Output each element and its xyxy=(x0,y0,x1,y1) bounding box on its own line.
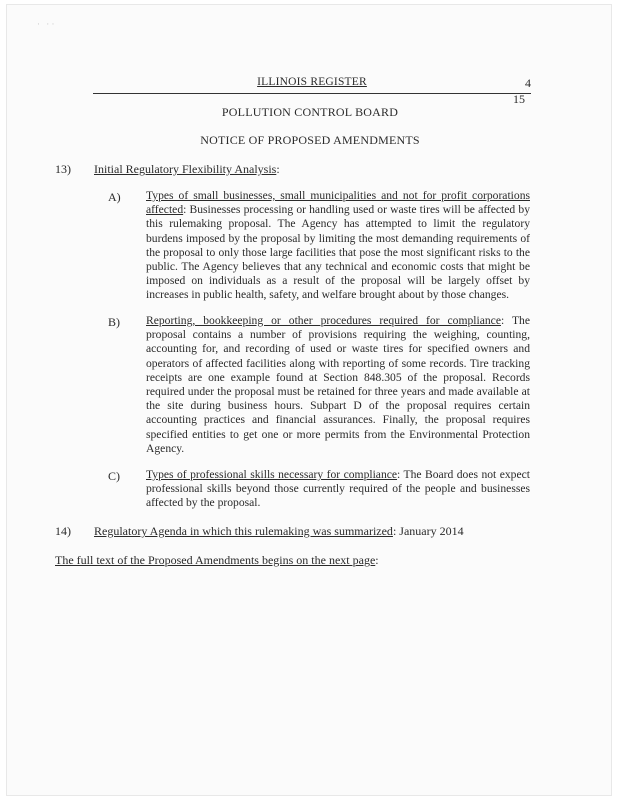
notice-title: NOTICE OF PROPOSED AMENDMENTS xyxy=(200,133,420,147)
next-page-note-text: The full text of the Proposed Amendments begins on the next page xyxy=(55,553,376,567)
document-page xyxy=(6,4,612,796)
next-page-note xyxy=(55,553,379,568)
item-b-text: : The proposal contains a number of provisions requiring the weighing, counting, accounting for, and recording of used or waste tires for specified owners and operators of affected facilities along with reporting of some records. Tire tracking receipts are one example found at Section 848.305 of the proposal. Records required under the proposal must be retained for three years and made available at the site during business hours. Subpart D of the proposal requires certain accounting practices and financial assurances. Finally, the proposal requires specified entities to get one or more permits from the Environmental Protection Agency. xyxy=(146,314,530,455)
section-14-line xyxy=(94,524,464,539)
section-13-colon: : xyxy=(276,162,280,176)
item-a-letter: A) xyxy=(108,190,121,204)
item-c-paragraph xyxy=(146,468,530,511)
board-name: POLLUTION CONTROL BOARD xyxy=(221,105,399,119)
section-13-heading-text: Initial Regulatory Flexibility Analysis xyxy=(94,162,277,176)
register-title: ILLINOIS REGISTER xyxy=(257,76,367,88)
item-b-paragraph xyxy=(146,314,530,456)
item-a-text: : Businesses processing or handling used or waste tires will be affected by this rulemaking proposal. The Agency has attempted to limit the regulatory burdens imposed by the proposal by limiting the most demanding requirements of the proposal to only those large facilities that pose the most significant risks to the public. The Agency believes that any technical and economic costs that might be imposed on individuals as a result of the proposal will be largely offset by increases in public health, safety, and welfare brought about by those changes. xyxy=(146,203,530,302)
section-13-heading xyxy=(94,162,280,177)
register-header xyxy=(93,76,531,94)
section-13-number: 13) xyxy=(55,162,71,176)
item-c-heading: Types of professional skills necessary for compliance xyxy=(146,468,398,481)
scan-specks: · · · xyxy=(37,19,55,29)
next-page-note-colon: : xyxy=(375,553,379,567)
item-c-text: : The Board does not expect professional skills beyond those currently required of the people and businesses affected by the proposal. xyxy=(146,468,530,510)
item-b-heading: Reporting, bookkeeping or other procedures required for compliance xyxy=(146,314,501,327)
item-a-heading: Types of small businesses, small municipalities and not for profit corporations affected xyxy=(146,189,530,217)
item-c-letter: C) xyxy=(108,469,120,483)
page-number-secondary: 15 xyxy=(513,92,525,106)
section-14-heading: Regulatory Agenda in which this rulemaking was summarized xyxy=(94,524,393,538)
item-a-paragraph xyxy=(146,189,530,303)
page-number: 4 xyxy=(525,76,531,90)
section-14-text: : January 2014 xyxy=(392,524,464,538)
item-b-letter: B) xyxy=(108,315,120,329)
section-14-number: 14) xyxy=(55,524,71,538)
